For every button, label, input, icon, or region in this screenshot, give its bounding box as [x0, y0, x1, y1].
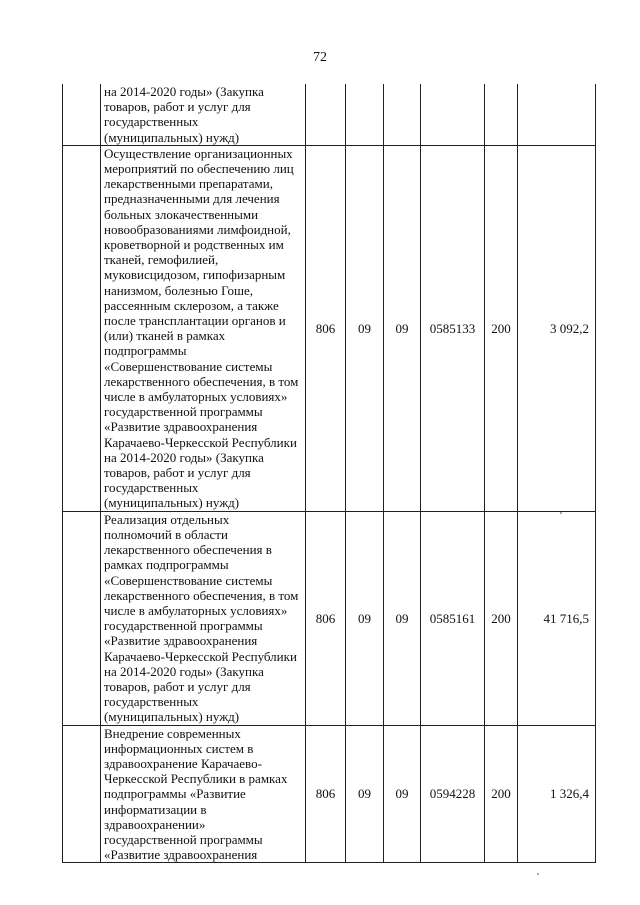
row-number-cell — [63, 725, 101, 863]
expense-type-cell: 200 — [485, 725, 518, 863]
amount-cell: 41 716,5 — [518, 511, 596, 725]
target-article-cell: 0585161 — [421, 511, 485, 725]
amount-cell: 3 092,2 — [518, 145, 596, 511]
page-number: 72 — [313, 50, 327, 65]
section-code-cell: 09 — [346, 145, 384, 511]
expense-type-cell: 200 — [485, 145, 518, 511]
expense-type-cell — [485, 84, 518, 145]
target-article-cell: 0585133 — [421, 145, 485, 511]
ministry-code-cell — [306, 84, 346, 145]
description-cell: Внедрение современных информационных систем в здравоохранение Карачаево- Черкесской Республики в рамках подпрограммы «Развитие информатизации в здравоохранении» государственной программы «Развитие здравоохранения — [101, 725, 306, 863]
subsection-code-cell: 09 — [384, 511, 421, 725]
table-row — [63, 511, 596, 725]
amount-cell — [518, 84, 596, 145]
subsection-code-cell: 09 — [384, 145, 421, 511]
budget-table — [62, 84, 596, 863]
target-article-cell — [421, 84, 485, 145]
section-code-cell: 09 — [346, 725, 384, 863]
scan-speck — [537, 873, 539, 875]
ministry-code-cell: 806 — [306, 145, 346, 511]
expense-type-cell: 200 — [485, 511, 518, 725]
table-row — [63, 145, 596, 511]
ministry-code-cell: 806 — [306, 725, 346, 863]
target-article-cell: 0594228 — [421, 725, 485, 863]
amount-cell: 1 326,4 — [518, 725, 596, 863]
row-number-cell — [63, 84, 101, 145]
scan-speck — [560, 512, 562, 514]
description-cell: Реализация отдельных полномочий в области лекарственного обеспечения в рамках подпрограммы «Совершенствование системы лекарственного обеспечения, в том числе в амбулаторных условиях» государственной программы «Развитие здравоохранения Карачаево-Черкесской Республики на 2014-2020 годы» (Закупка товаров, работ и услуг для государственных (муниципальных) нужд) — [101, 511, 306, 725]
subsection-code-cell: 09 — [384, 725, 421, 863]
table-row — [63, 725, 596, 863]
table-row — [63, 84, 596, 145]
subsection-code-cell — [384, 84, 421, 145]
description-cell: на 2014-2020 годы» (Закупка товаров, работ и услуг для государственных (муниципальных) нужд) — [101, 84, 306, 145]
ministry-code-cell: 806 — [306, 511, 346, 725]
section-code-cell: 09 — [346, 511, 384, 725]
row-number-cell — [63, 145, 101, 511]
section-code-cell — [346, 84, 384, 145]
description-cell: Осуществление организационных мероприятий по обеспечению лиц лекарственными препаратами, предназначенными для лечения больных злокачественными новообразованиями лимфоидной, кроветворной и родственных им тканей, гемофилией, муковисцидозом, гипофизарным нанизмом, болезнью Гоше, рассеянным склерозом, а также после трансплантации органов и (или) тканей в рамках подпрограммы «Совершенствование системы лекарственного обеспечения, в том числе в амбулаторных условиях» государственной программы «Развитие здравоохранения Карачаево-Черкесской Республики на 2014-2020 годы» (Закупка товаров, работ и услуг для государственных (муниципальных) нужд) — [101, 145, 306, 511]
row-number-cell — [63, 511, 101, 725]
